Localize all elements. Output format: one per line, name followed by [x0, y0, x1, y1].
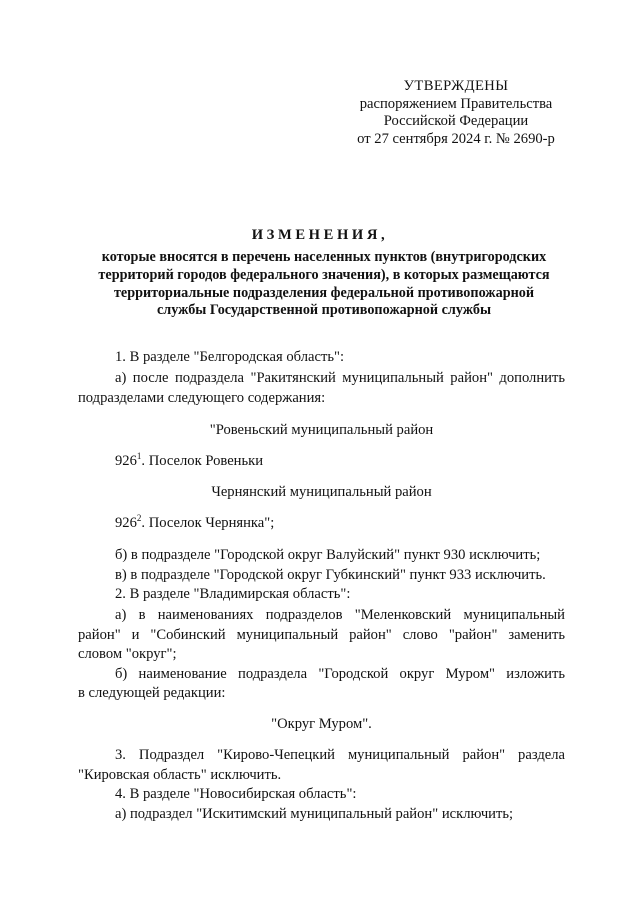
- item-1a-line-1: а) после подраздела "Ракитянский муниципальный район" дополнить: [115, 370, 565, 386]
- entry-text: . Поселок Ровеньки: [141, 453, 264, 469]
- item-1a-line-2: подразделами следующего содержания:: [78, 390, 326, 406]
- subsection-chernyanka-district: Чернянский муниципальный район: [211, 484, 432, 500]
- document-title: ИЗМЕНЕНИЯ,: [251, 227, 389, 243]
- document-subtitle: [74, 249, 574, 320]
- subsection-rovenki-district: "Ровеньский муниципальный район: [209, 422, 434, 438]
- new-name-murom: "Округ Муром".: [271, 716, 372, 732]
- entry-number: 926: [115, 453, 137, 469]
- item-2a-line-1: а) в наименованиях подразделов "Меленковский муниципальный: [115, 607, 565, 623]
- item-4a: а) подраздел "Искитимский муниципальный район" исключить;: [115, 806, 514, 822]
- approval-line-4: от 27 сентября 2024 г. № 2690-р: [357, 130, 555, 147]
- item-2b-line-1: б) наименование подраздела "Городской округ Муром" изложить: [115, 666, 565, 682]
- item-2a-line-2: район" и "Собинский муниципальный район" слово "район" заменить: [78, 627, 565, 643]
- subtitle-line: службы Государственной противопожарной службы: [156, 302, 492, 319]
- item-1c: в) в подразделе "Городской округ Губкинский" пункт 933 исключить.: [115, 567, 546, 583]
- entry-number: 926: [115, 515, 137, 531]
- approved-label: УТВЕРЖДЕНЫ: [403, 78, 509, 94]
- approval-line-2: распоряжением Правительства: [359, 95, 553, 112]
- entry-926-2: [115, 514, 274, 532]
- entry-superscript: 2: [136, 513, 142, 524]
- item-2b-line-2: в следующей редакции:: [78, 685, 226, 701]
- section-3-line-1: 3. Подраздел "Кирово-Чепецкий муниципальный район" раздела: [115, 747, 565, 763]
- subtitle-line: территориальные подразделения федеральной противопожарной: [113, 284, 535, 301]
- subtitle-line: которые вносятся в перечень населенных пунктов (внутригородских: [101, 249, 547, 265]
- section-1-heading: 1. В разделе "Белгородская область":: [115, 349, 345, 365]
- section-2-heading: 2. В разделе "Владимирская область":: [115, 586, 351, 602]
- section-4-heading: 4. В разделе "Новосибирская область":: [115, 786, 357, 802]
- approval-line-3: Российской Федерации: [383, 113, 529, 130]
- item-1b: б) в подразделе "Городской округ Валуйский" пункт 930 исключить;: [115, 547, 541, 563]
- entry-926-1: [115, 452, 263, 470]
- entry-superscript: 1: [136, 451, 142, 462]
- approval-stamp: [340, 78, 572, 148]
- entry-text: . Поселок Чернянка";: [141, 515, 275, 531]
- section-3-line-2: "Кировская область" исключить.: [78, 767, 282, 783]
- subtitle-line: территорий городов федерального значения), в которых размещаются: [98, 266, 550, 283]
- item-2a-line-3: словом "округ";: [78, 646, 177, 662]
